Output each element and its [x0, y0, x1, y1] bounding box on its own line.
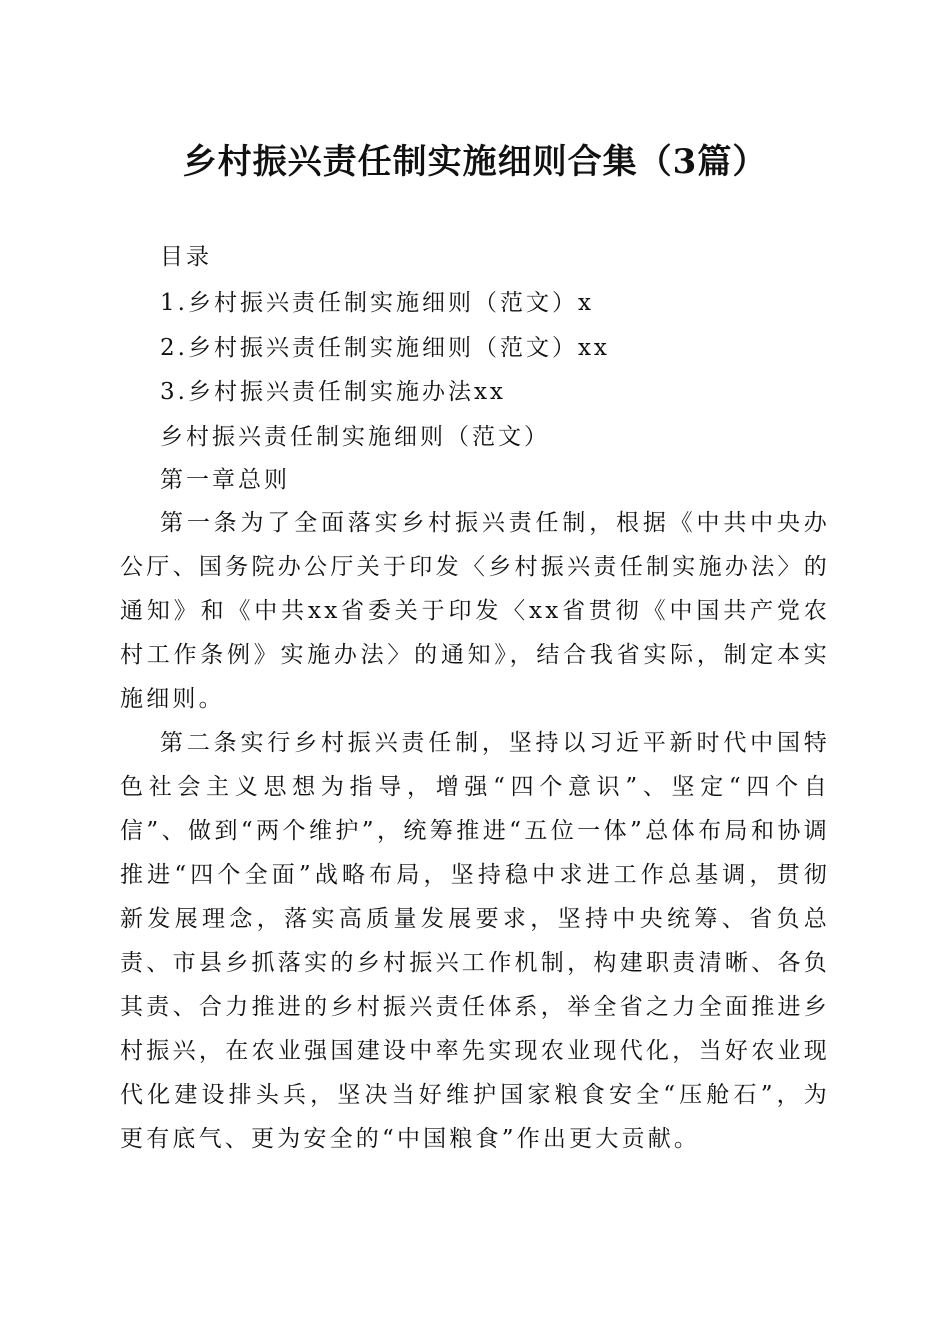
toc-item-1: 1.乡村振兴责任制实施细则（范文）x [160, 290, 594, 316]
chapter-title: 第一章总则 [160, 467, 290, 493]
section-title: 乡村振兴责任制实施细则（范文） [160, 424, 550, 450]
paragraph-article-1: 第一条为了全面落实乡村振兴责任制，根据《中共中央办公厅、国务院办公厅关于印发〈乡村振兴责任制实施办法〉的通知》和《中共xx省委关于印发〈xx省贯彻《中国共产党农村工作条例》实施办法〉的通知》，结合我省实际，制定本实施细则。 [120, 510, 830, 712]
toc-item-2: 2.乡村振兴责任制实施细则（范文）xx [160, 335, 610, 361]
document-title: 乡村振兴责任制实施细则合集（3篇） [182, 142, 768, 182]
paragraph-article-2: 第二条实行乡村振兴责任制，坚持以习近平新时代中国特色社会主义思想为指导，增强“四个意识”、坚定“四个自信”、做到“两个维护”，统筹推进“五位一体”总体布局和协调推进“四个全面”战略布局，坚持稳中求进工作总基调，贯彻新发展理念，落实高质量发展要求，坚持中央统筹、省负总责、市县乡抓落实的乡村振兴工作机制，构建职责清晰、各负其责、合力推进的乡村振兴责任体系，举全省之力全面推进乡村振兴，在农业强国建设中率先实现农业现代化，当好农业现代化建设排头兵，坚决当好维护国家粮食安全“压舱石”，为更有底气、更为安全的“中国粮食”作出更大贡献。 [120, 730, 830, 1152]
toc-heading: 目录 [160, 244, 212, 270]
toc-item-3: 3.乡村振兴责任制实施办法xx [160, 379, 506, 405]
